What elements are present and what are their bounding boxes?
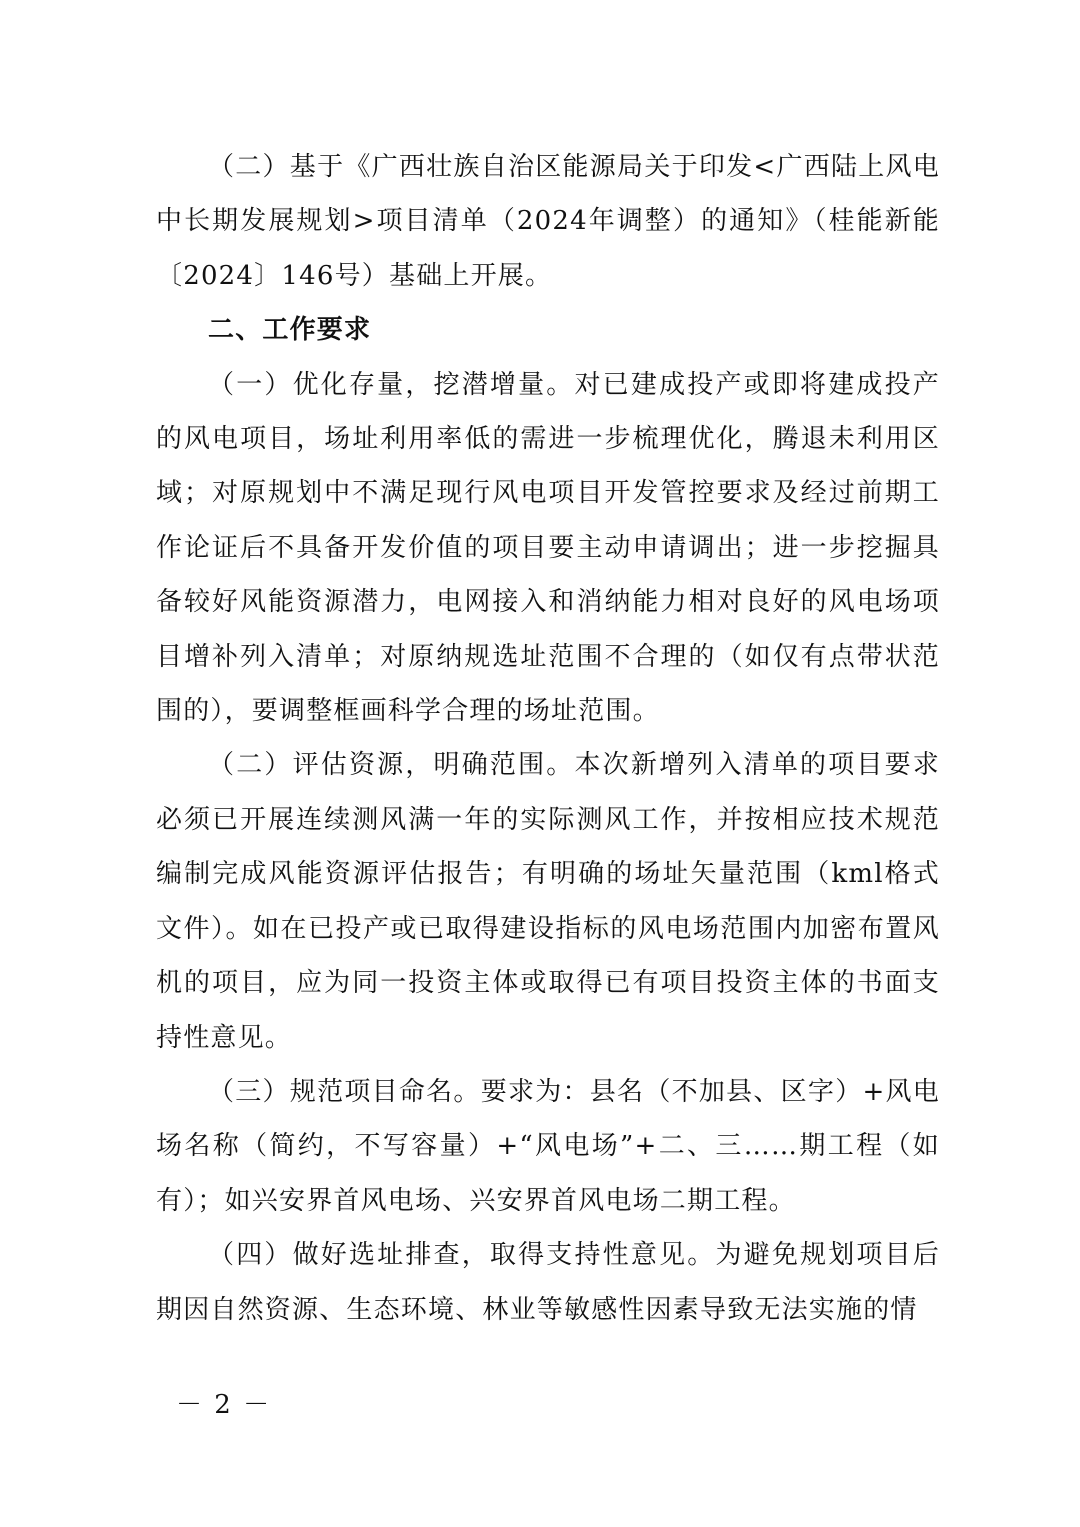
paragraph-basis: （二）基于《广西壮族自治区能源局关于印发<广西陆上风电中长期发展规划>项目清单（2024年调整）的通知》（桂能新能〔2024〕146号）基础上开展。 [156,152,940,291]
paragraph-project-naming: （三）规范项目命名。要求为：县名（不加县、区字）+风电场名称（简约，不写容量）+“风电场”+二、三……期工程（如有）；如兴安界首风电场、兴安界首风电场二期工程。 [156,1076,940,1216]
paragraph-assess-resources: （二）评估资源，明确范围。本次新增列入清单的项目要求必须已开展连续测风满一年的实际测风工作，并按相应技术规范编制完成风能资源评估报告；有明确的场址矢量范围（kml格式文件）。如在已投产或已取得建设指标的风电场范围内加密布置风机的项目，应为同一投资主体或取得已有项目投资主体的书面支持性意见。 [156,750,940,1053]
paragraph-site-screening: （四）做好选址排查，取得支持性意见。为避免规划项目后期因自然资源、生态环境、林业等敏感性因素导致无法实施的情 [156,1240,940,1325]
section-heading-work-requirements: 二、工作要求 [208,315,372,346]
document-body [156,140,940,1337]
page-number: － 2 － [176,1390,272,1420]
paragraph-optimize-stock: （一）优化存量，挖潜增量。对已建成投产或即将建成投产的风电项目，场址利用率低的需进一步梳理优化，腾退未利用区域；对原规划中不满足现行风电项目开发管控要求及经过前期工作论证后不具备开发价值的项目要主动申请调出；进一步挖掘具备较好风能资源潜力，电网接入和消纳能力相对良好的风电场项目增补列入清单；对原纳规选址范围不合理的（如仅有点带状范围的），要调整框画科学合理的场址范围。 [156,369,940,727]
